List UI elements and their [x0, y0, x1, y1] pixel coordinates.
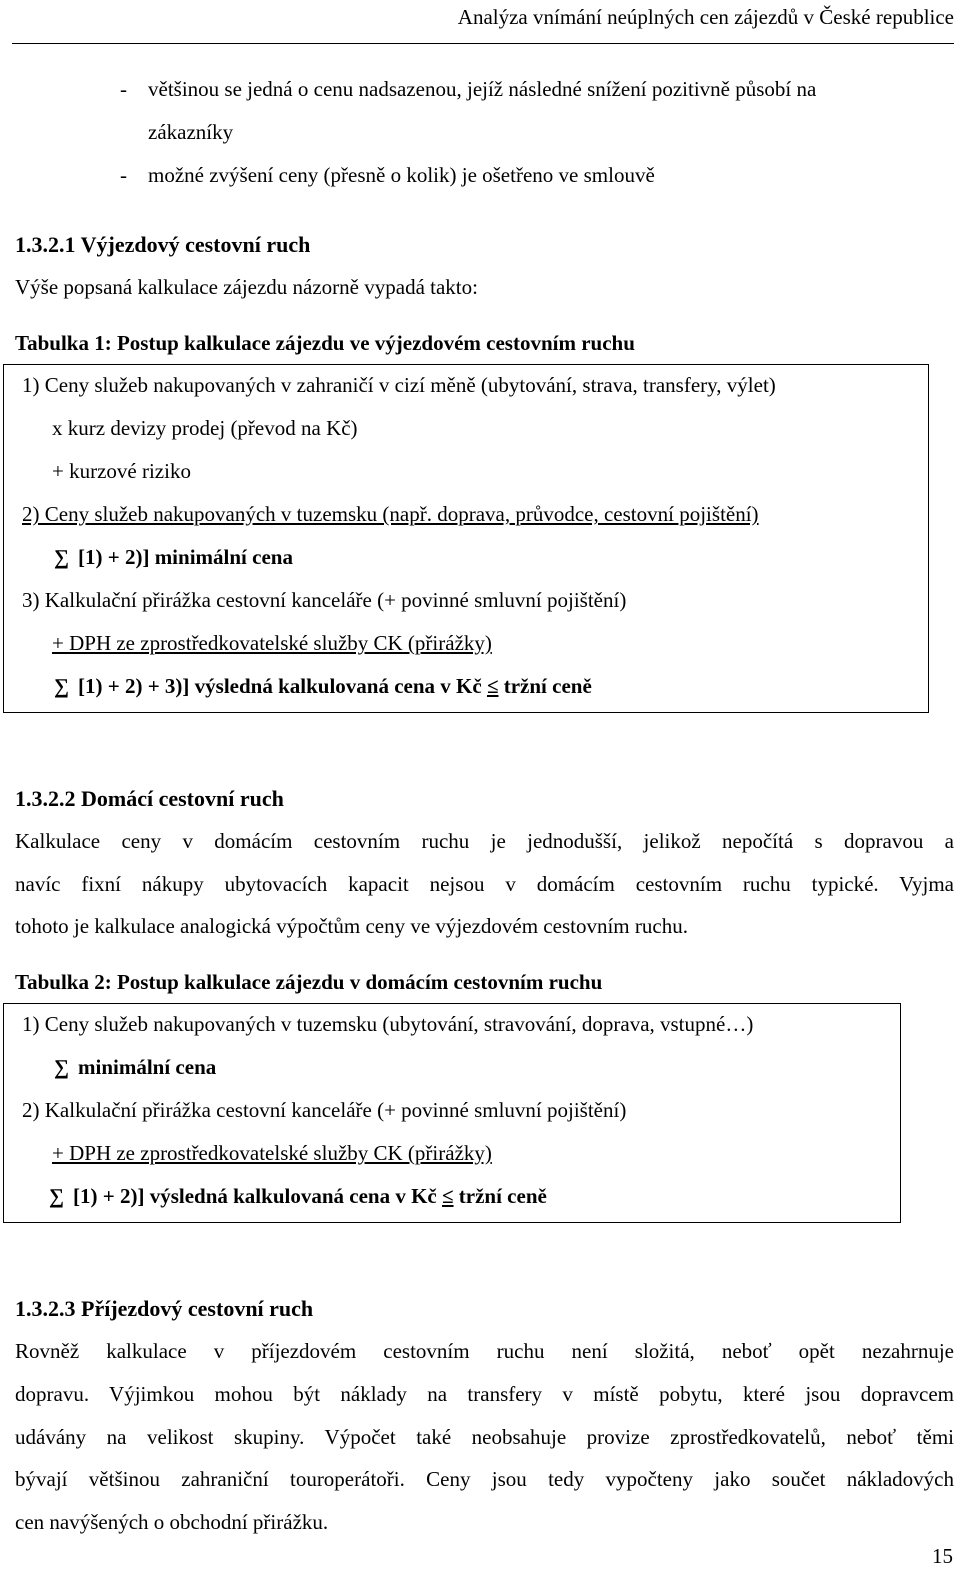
table-1-row-5 [54, 545, 293, 570]
table-1-row-8-text-b: tržní ceně [498, 674, 592, 698]
bullet-dash: - [120, 163, 127, 187]
bullet-dash: - [120, 77, 127, 101]
less-or-equal-icon: ≤ [442, 1184, 454, 1208]
section-3-paragraph-line-4: bývají většinou zahraniční touroperátoři. Ceny jsou tedy vypočteny jako součet nákladových [15, 1467, 954, 1491]
section-2-paragraph-line-1: Kalkulace ceny v domácím cestovním ruchu je jednodušší, jelikož nepočítá s dopravou a [15, 829, 954, 853]
section-intro: Výše popsaná kalkulace zájezdu názorně vypadá takto: [15, 275, 478, 299]
section-heading-1-3-2-3: 1.3.2.3 Příjezdový cestovní ruch [15, 1296, 314, 1321]
section-2-paragraph-line-2: navíc fixní nákupy ubytovacích kapacit nejsou v domácím cestovním ruchu typické. Vyjma [15, 872, 954, 896]
less-or-equal-icon: ≤ [486, 674, 499, 698]
header-rule [12, 43, 954, 44]
table-1-caption: Tabulka 1: Postup kalkulace zájezdu ve výjezdovém cestovním ruchu [15, 331, 635, 355]
table-1-row-2: x kurz devizy prodej (převod na Kč) [52, 416, 358, 440]
table-1-box [3, 364, 929, 713]
table-2-caption: Tabulka 2: Postup kalkulace zájezdu v domácím cestovním ruchu [15, 970, 603, 994]
table-2-row-2-text: minimální cena [78, 1055, 217, 1079]
table-1-row-8 [54, 674, 592, 699]
table-2-row-1: 1) Ceny služeb nakupovaných v tuzemsku (ubytování, stravování, doprava, vstupné…) [22, 1012, 754, 1036]
table-1-row-4: 2) Ceny služeb nakupovaných v tuzemsku (např. doprava, průvodce, cestovní pojištění) [22, 502, 759, 526]
table-2-row-5-text-b: tržní ceně [453, 1184, 547, 1208]
table-1-row-1: 1) Ceny služeb nakupovaných v zahraničí v cizí měně (ubytování, strava, transfery, výlet) [22, 373, 776, 397]
table-2-row-2 [54, 1055, 216, 1080]
section-3-paragraph-line-2: dopravu. Výjimkou mohou být náklady na transfery v místě pobytu, které jsou dopravcem [15, 1382, 954, 1406]
section-heading-1-3-2-1: 1.3.2.1 Výjezdový cestovní ruch [15, 232, 311, 257]
section-3-paragraph-line-1: Rovněž kalkulace v příjezdovém cestovním ruchu není složitá, neboť opět nezahrnuje [15, 1339, 954, 1363]
section-3-paragraph-line-3: udávány na velikost skupiny. Výpočet také neobsahuje provize zprostředkovatelů, neboť těmi [15, 1425, 954, 1449]
sigma-icon: ∑ [54, 545, 69, 569]
section-2-paragraph-line-3: tohoto je kalkulace analogická výpočtům ceny ve výjezdovém cestovním ruchu. [15, 914, 688, 938]
table-2-row-4: + DPH ze zprostředkovatelské služby CK (přirážky) [52, 1141, 492, 1165]
table-1-row-6: 3) Kalkulační přirážka cestovní kanceláře (+ povinné smluvní pojištění) [22, 588, 627, 612]
table-1-row-5-text: [1) + 2)] minimální cena [78, 545, 293, 569]
table-2-row-5-text-a: [1) + 2)] výsledná kalkulovaná cena v Kč [73, 1184, 442, 1208]
running-header: Analýza vnímání neúplných cen zájezdů v České republice [457, 5, 954, 29]
bullet-item-1-line-1: většinou se jedná o cenu nadsazenou, jejíž následné snížení pozitivně působí na [148, 77, 817, 101]
table-1-row-3: + kurzové riziko [52, 459, 191, 483]
section-heading-1-3-2-2: 1.3.2.2 Domácí cestovní ruch [15, 786, 284, 811]
page-number: 15 [932, 1544, 953, 1568]
sigma-icon: ∑ [54, 1055, 69, 1079]
bullet-item-2: možné zvýšení ceny (přesně o kolik) je ošetřeno ve smlouvě [148, 163, 655, 187]
sigma-icon: ∑ [49, 1184, 64, 1208]
table-2-box [3, 1003, 901, 1223]
bullet-item-1-line-2: zákazníky [148, 120, 234, 144]
table-2-row-5 [49, 1184, 547, 1209]
sigma-icon: ∑ [54, 674, 69, 698]
section-3-paragraph-line-5: cen navýšených o obchodní přirážku. [15, 1510, 329, 1534]
table-2-row-3: 2) Kalkulační přirážka cestovní kanceláře (+ povinné smluvní pojištění) [22, 1098, 627, 1122]
table-1-row-7: + DPH ze zprostředkovatelské služby CK (přirážky) [52, 631, 492, 655]
table-1-row-8-text-a: [1) + 2) + 3)] výsledná kalkulovaná cena v Kč [78, 674, 487, 698]
